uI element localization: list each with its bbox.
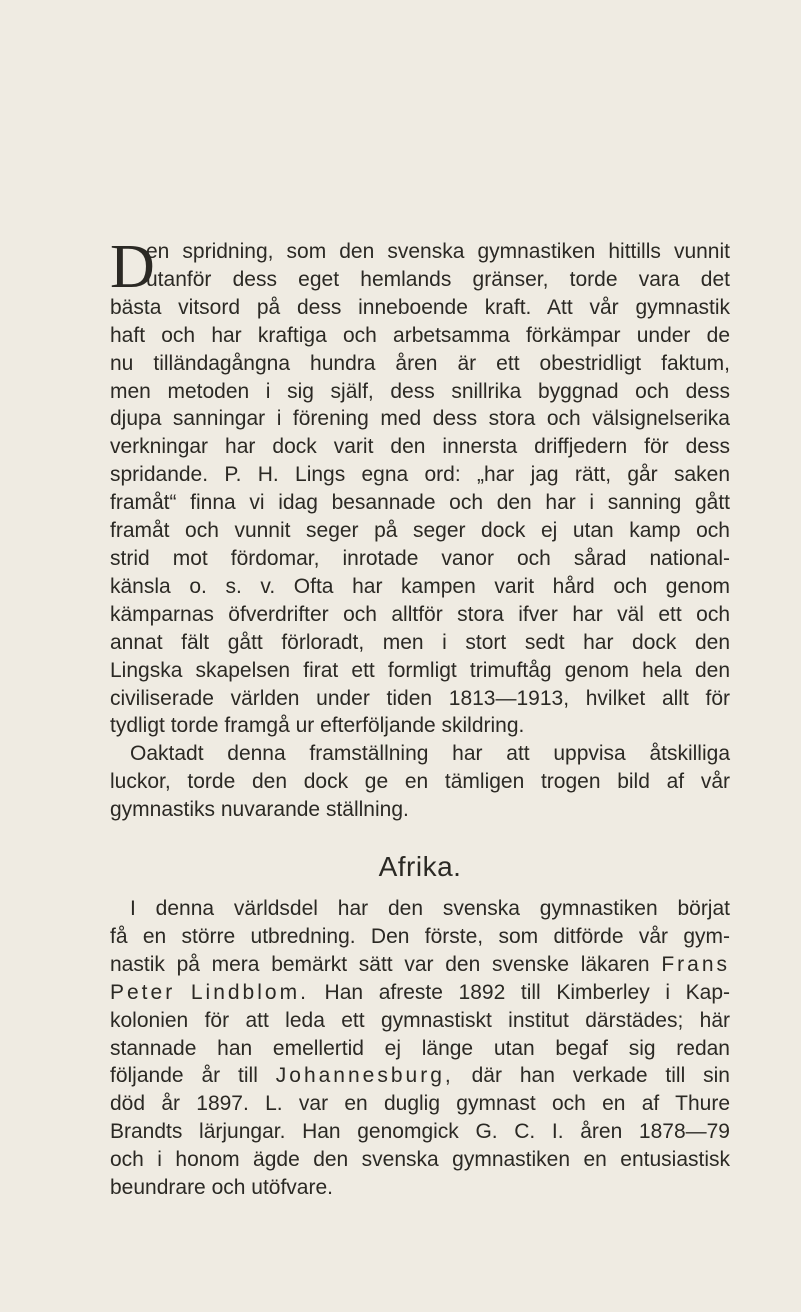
section-heading: Afrika. xyxy=(378,851,462,883)
text-line-with-name xyxy=(110,979,730,1007)
text-line: stannade han emellertid ej länge utan begaf sig redan xyxy=(110,1036,730,1060)
text-segment: där han verkade till sin xyxy=(471,1064,730,1088)
text-line: men metoden i sig själf, dess snillrika byggnad och dess xyxy=(110,379,730,403)
text-line: död år 1897. L. var en duglig gymnast och en af Thure xyxy=(110,1092,730,1116)
text-segment: Han afreste 1892 till Kimberley i Kap- xyxy=(324,980,730,1004)
text-line: känsla o. s. v. Ofta har kampen varit hård och genom xyxy=(110,574,730,598)
text-segment: följande år till xyxy=(110,1064,258,1088)
text-line: gymnastiks nuvarande ställning. xyxy=(110,798,409,822)
text-line: få en större utbredning. Den förste, som ditförde vår gym- xyxy=(110,924,730,948)
text-line: spridande. P. H. Lings egna ord: „har jag rätt, går saken xyxy=(110,463,730,487)
text-line: luckor, torde den dock ge en tämligen trogen bild af vår xyxy=(110,770,730,794)
text-line: I denna världsdel har den svenska gymnastiken börjat xyxy=(130,897,730,921)
text-line-with-name xyxy=(110,951,730,979)
drop-cap: D xyxy=(110,233,155,301)
text-line: civiliserade världen under tiden 1813—1913, hvilket allt för xyxy=(110,686,730,710)
text-line: Oaktadt denna framställning har att uppvisa åtskilliga xyxy=(130,742,730,766)
text-line: och i honom ägde den svenska gymnastiken en entusiastisk xyxy=(110,1148,730,1172)
book-page xyxy=(110,233,730,1202)
section-paragraph xyxy=(110,895,730,1202)
text-line: Lingska skapelsen firat ett formligt trimuftåg genom hela den xyxy=(110,658,730,682)
person-name-middle: Peter xyxy=(110,980,176,1004)
text-line: utanför dess eget hemlands gränser, torde vara det xyxy=(146,267,730,291)
intro-paragraph xyxy=(110,233,730,740)
text-line: annat fält gått förloradt, men i stort sedt har dock den xyxy=(110,630,730,654)
text-line: Brandts lärjungar. Han genomgick G. C. I. åren 1878—79 xyxy=(110,1120,730,1144)
text-line: kämparnas öfverdrifter och alltför stora ifver har väl ett och xyxy=(110,602,730,626)
place-name: Johannesburg, xyxy=(275,1064,454,1088)
text-line: tydligt torde framgå ur efterföljande skildring. xyxy=(110,714,525,738)
text-line-with-place xyxy=(110,1062,730,1090)
text-segment: nastik på mera bemärkt sätt var den svenske läkaren xyxy=(110,952,650,976)
text-line: haft och har kraftiga och arbetsamma förkämpar under de xyxy=(110,323,730,347)
text-line: djupa sanningar i förening med dess stora och välsignelserika xyxy=(110,407,730,431)
text-line: bästa vitsord på dess inneboende kraft. Att vår gymnastik xyxy=(110,295,730,319)
text-line: verkningar har dock varit den innersta driffjedern för dess xyxy=(110,435,730,459)
text-line: beundrare och utöfvare. xyxy=(110,1176,333,1200)
text-line: nu tilländagångna hundra åren är ett obestridligt faktum, xyxy=(110,351,730,375)
second-paragraph xyxy=(110,740,730,824)
text-line: framåt“ finna vi idag besannade och den har i sanning gått xyxy=(110,491,730,515)
text-line: kolonien för att leda ett gymnastiskt institut därstädes; här xyxy=(110,1008,730,1032)
text-line: en spridning, som den svenska gymnastiken hittills vunnit xyxy=(146,240,730,263)
person-name-last: Lindblom. xyxy=(190,980,309,1004)
text-line: strid mot fördomar, inrotade vanor och sårad national- xyxy=(110,546,730,570)
person-name-first: Frans xyxy=(661,952,730,976)
text-line: framåt och vunnit seger på seger dock ej utan kamp och xyxy=(110,519,730,543)
